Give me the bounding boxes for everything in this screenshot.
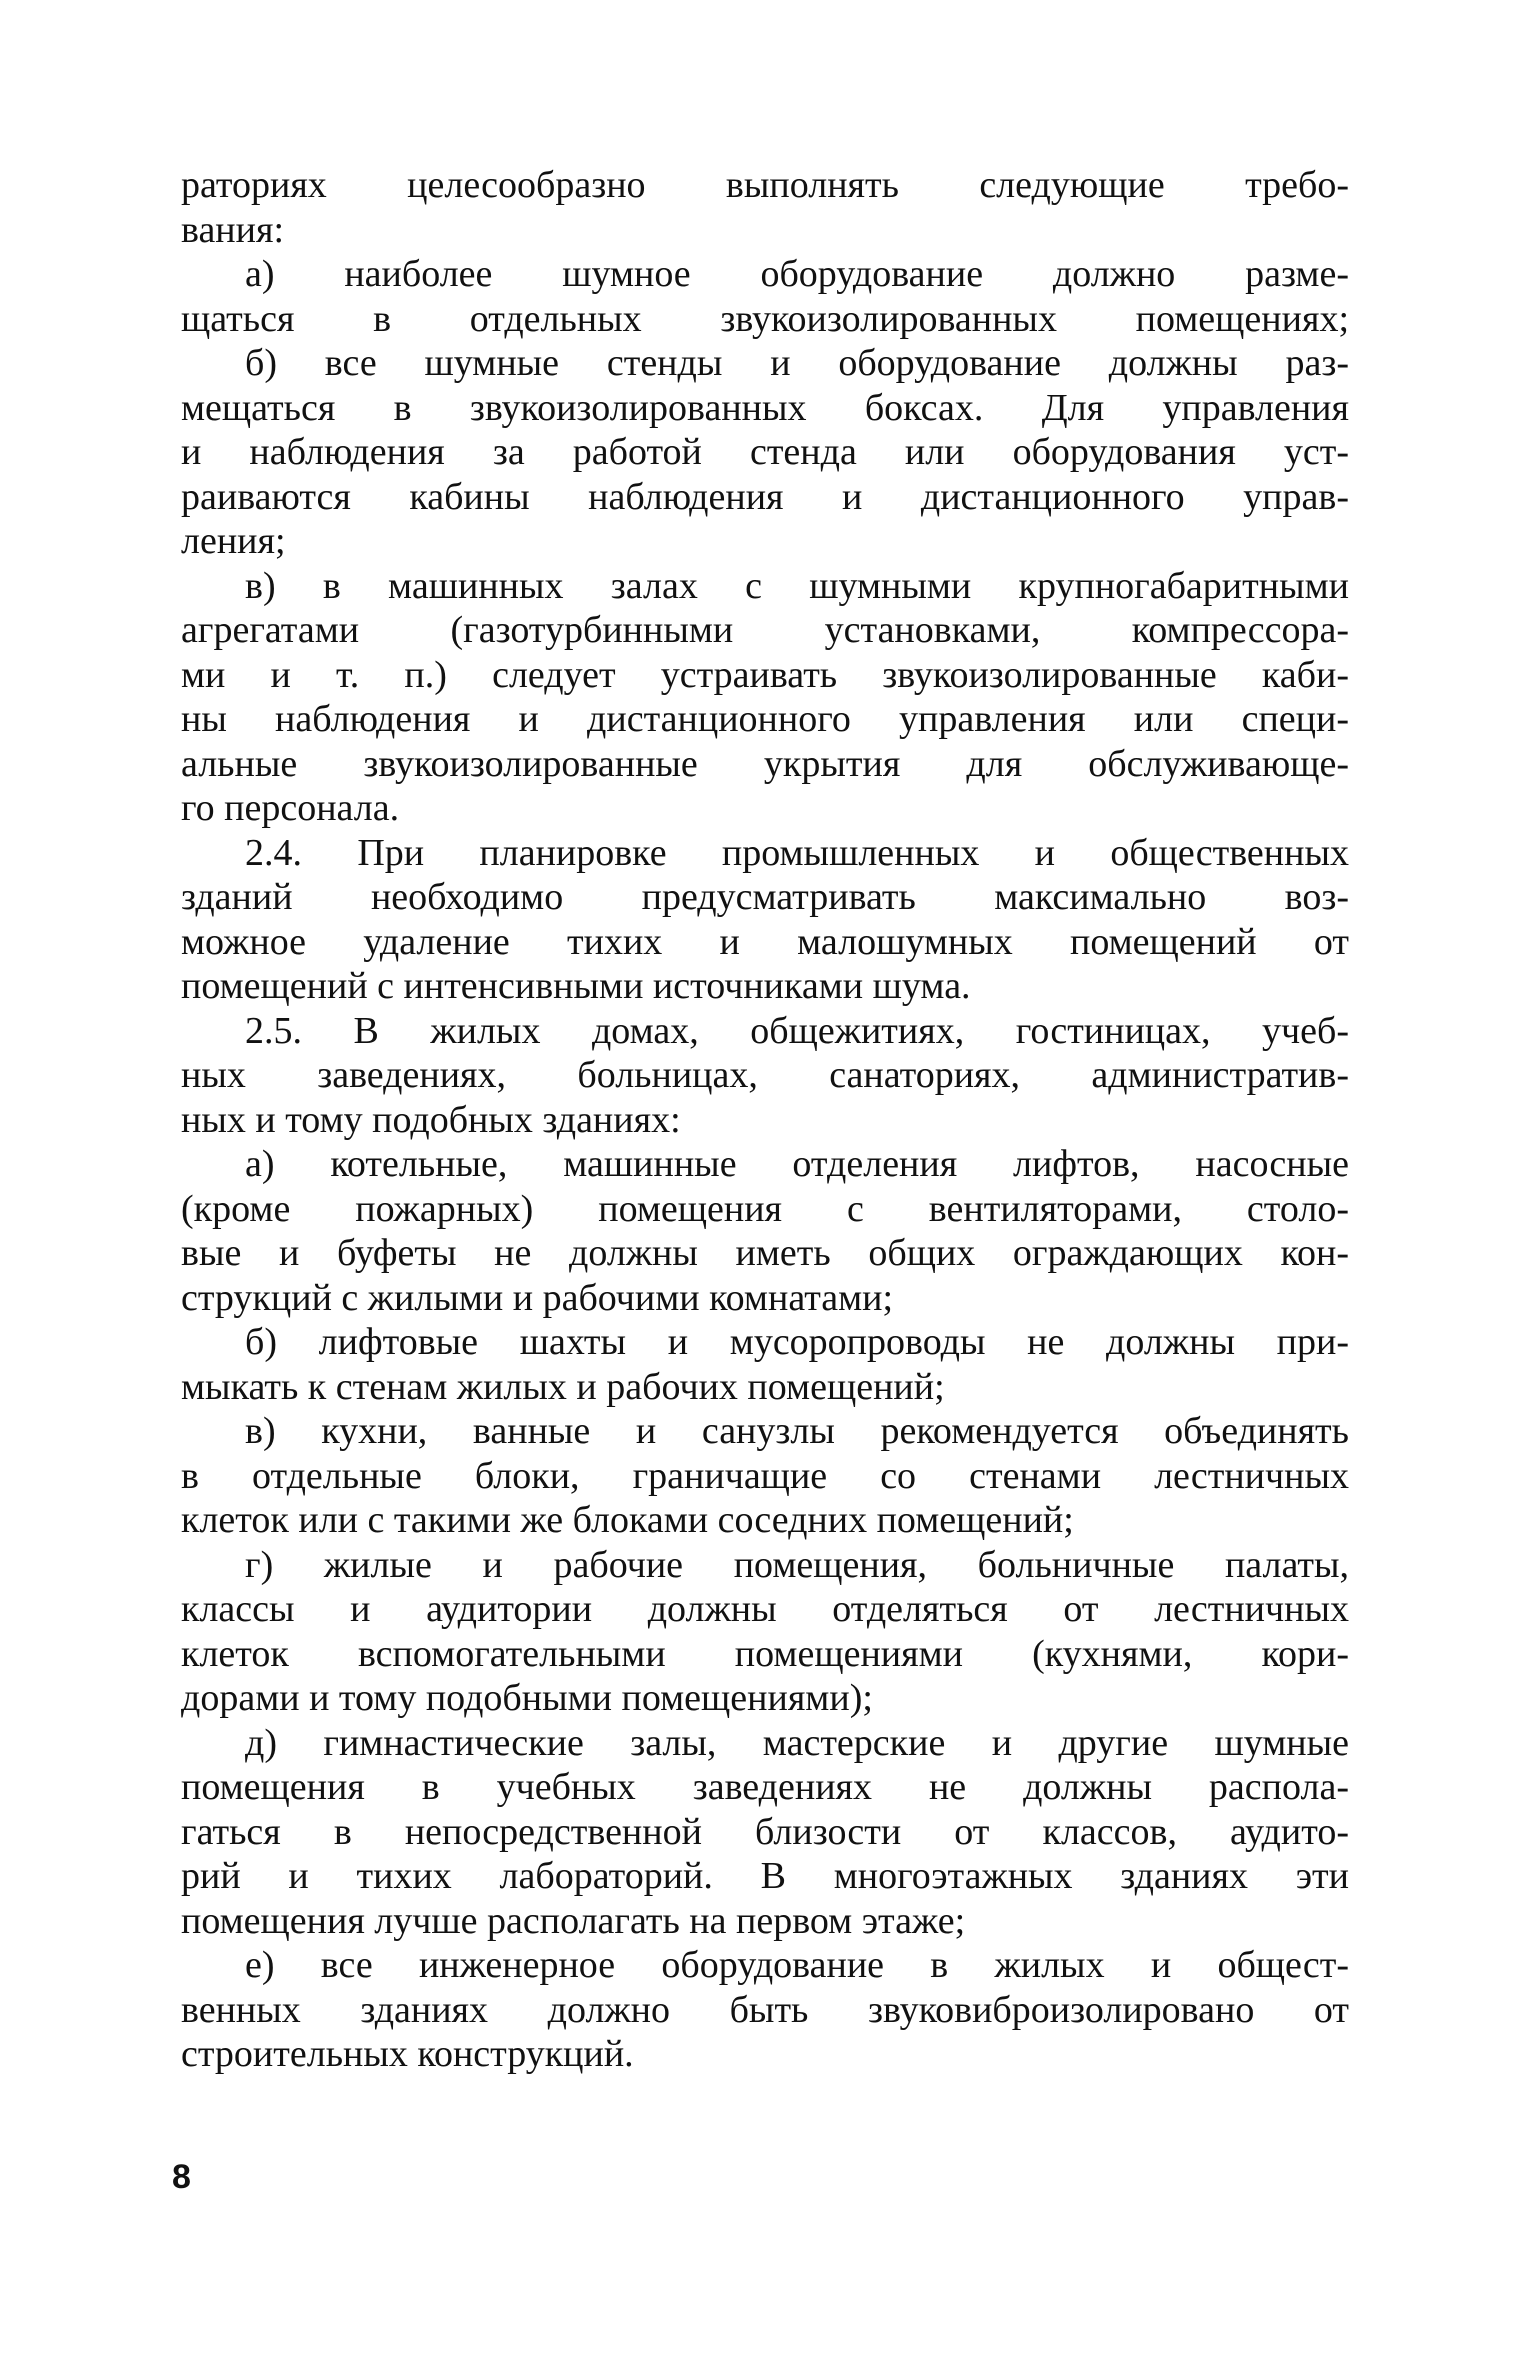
list-item-a-line: а) котельные, машинные отделения лифтов, насосные: [245, 1143, 1349, 1185]
body-text: [181, 163, 1349, 2077]
list-item-a-line: а) наиболее шумное оборудование должно разме-: [245, 253, 1349, 295]
text-line: клеток вспомогательными помещениями (кухнями, кори-: [181, 1632, 1349, 1675]
section-2-5-line: 2.5. В жилых домах, общежитиях, гостиницах, учеб-: [245, 1009, 1349, 1052]
text-line: рий и тихих лабораторий. В многоэтажных зданиях эти: [181, 1855, 1349, 1897]
text-line: можное удаление тихих и малошумных помещений от: [181, 920, 1349, 963]
text-line: строительных конструкций.: [181, 2033, 634, 2075]
text-line: классы и аудитории должны отделяться от лестничных: [181, 1588, 1349, 1630]
list-item-e-line: е) все инженерное оборудование в жилых и общест-: [245, 1944, 1349, 1986]
text-line: ных заведениях, больницах, санаториях, административ-: [181, 1054, 1349, 1096]
text-line: клеток или с такими же блоками соседних помещений;: [181, 1499, 1074, 1541]
text-line: ления;: [181, 520, 286, 562]
text-line: и наблюдения за работой стенда или оборудования уст-: [181, 431, 1349, 473]
text-line: мещаться в звукоизолированных боксах. Для управления: [181, 386, 1349, 429]
text-line: помещения лучше располагать на первом этаже;: [181, 1899, 966, 1942]
list-item-g-line: г) жилые и рабочие помещения, больничные палаты,: [245, 1543, 1349, 1586]
text-line: ны наблюдения и дистанционного управления или специ-: [181, 698, 1349, 740]
text-line: гаться в непосредственной близости от классов, аудито-: [181, 1810, 1349, 1853]
text-line: помещения в учебных заведениях не должны распола-: [181, 1766, 1349, 1808]
text-line: вые и буфеты не должны иметь общих ограждающих кон-: [181, 1232, 1349, 1274]
list-item-b-line: б) лифтовые шахты и мусоропроводы не должны при-: [245, 1321, 1349, 1363]
text-line: раториях целесообразно выполнять следующие требо-: [181, 164, 1349, 206]
list-item-v-line: в) кухни, ванные и санузлы рекомендуется объединять: [245, 1410, 1349, 1452]
text-line: дорами и тому подобными помещениями);: [181, 1677, 873, 1719]
list-item-d-line: д) гимнастические залы, мастерские и другие шумные: [245, 1721, 1349, 1764]
list-item-b-line: б) все шумные стенды и оборудование должны раз-: [245, 342, 1349, 384]
text-line: в отдельные блоки, граничащие со стенами лестничных: [181, 1454, 1349, 1497]
list-item-v-line: в) в машинных залах с шумными крупногабаритными: [245, 564, 1349, 607]
text-line: альные звукоизолированные укрытия для обслуживающе-: [181, 742, 1349, 785]
text-line: струкций с жилыми и рабочими комнатами;: [181, 1276, 894, 1319]
text-line: го персонала.: [181, 787, 400, 829]
section-2-4-line: 2.4. При планировке промышленных и общественных: [245, 831, 1349, 874]
text-line: ных и тому подобных зданиях:: [181, 1098, 681, 1141]
text-line: помещений с интенсивными источниками шума.: [181, 965, 971, 1007]
text-line: агрегатами (газотурбинными установками, компрессора-: [181, 609, 1349, 651]
text-line: зданий необходимо предусматривать максимально воз-: [181, 876, 1349, 918]
text-line: (кроме пожарных) помещения с вентиляторами, столо-: [181, 1187, 1349, 1230]
text-line: венных зданиях должно быть звуковиброизолировано от: [181, 1988, 1349, 2031]
page-number: 8: [172, 2158, 191, 2196]
text-line: мыкать к стенам жилых и рабочих помещений;: [181, 1365, 945, 1408]
text-line: щаться в отдельных звукоизолированных помещениях;: [181, 297, 1349, 340]
text-line: вания:: [181, 208, 285, 251]
text-line: раиваются кабины наблюдения и дистанционного управ-: [181, 475, 1349, 518]
text-line: ми и т. п.) следует устраивать звукоизолированные каби-: [181, 653, 1349, 696]
